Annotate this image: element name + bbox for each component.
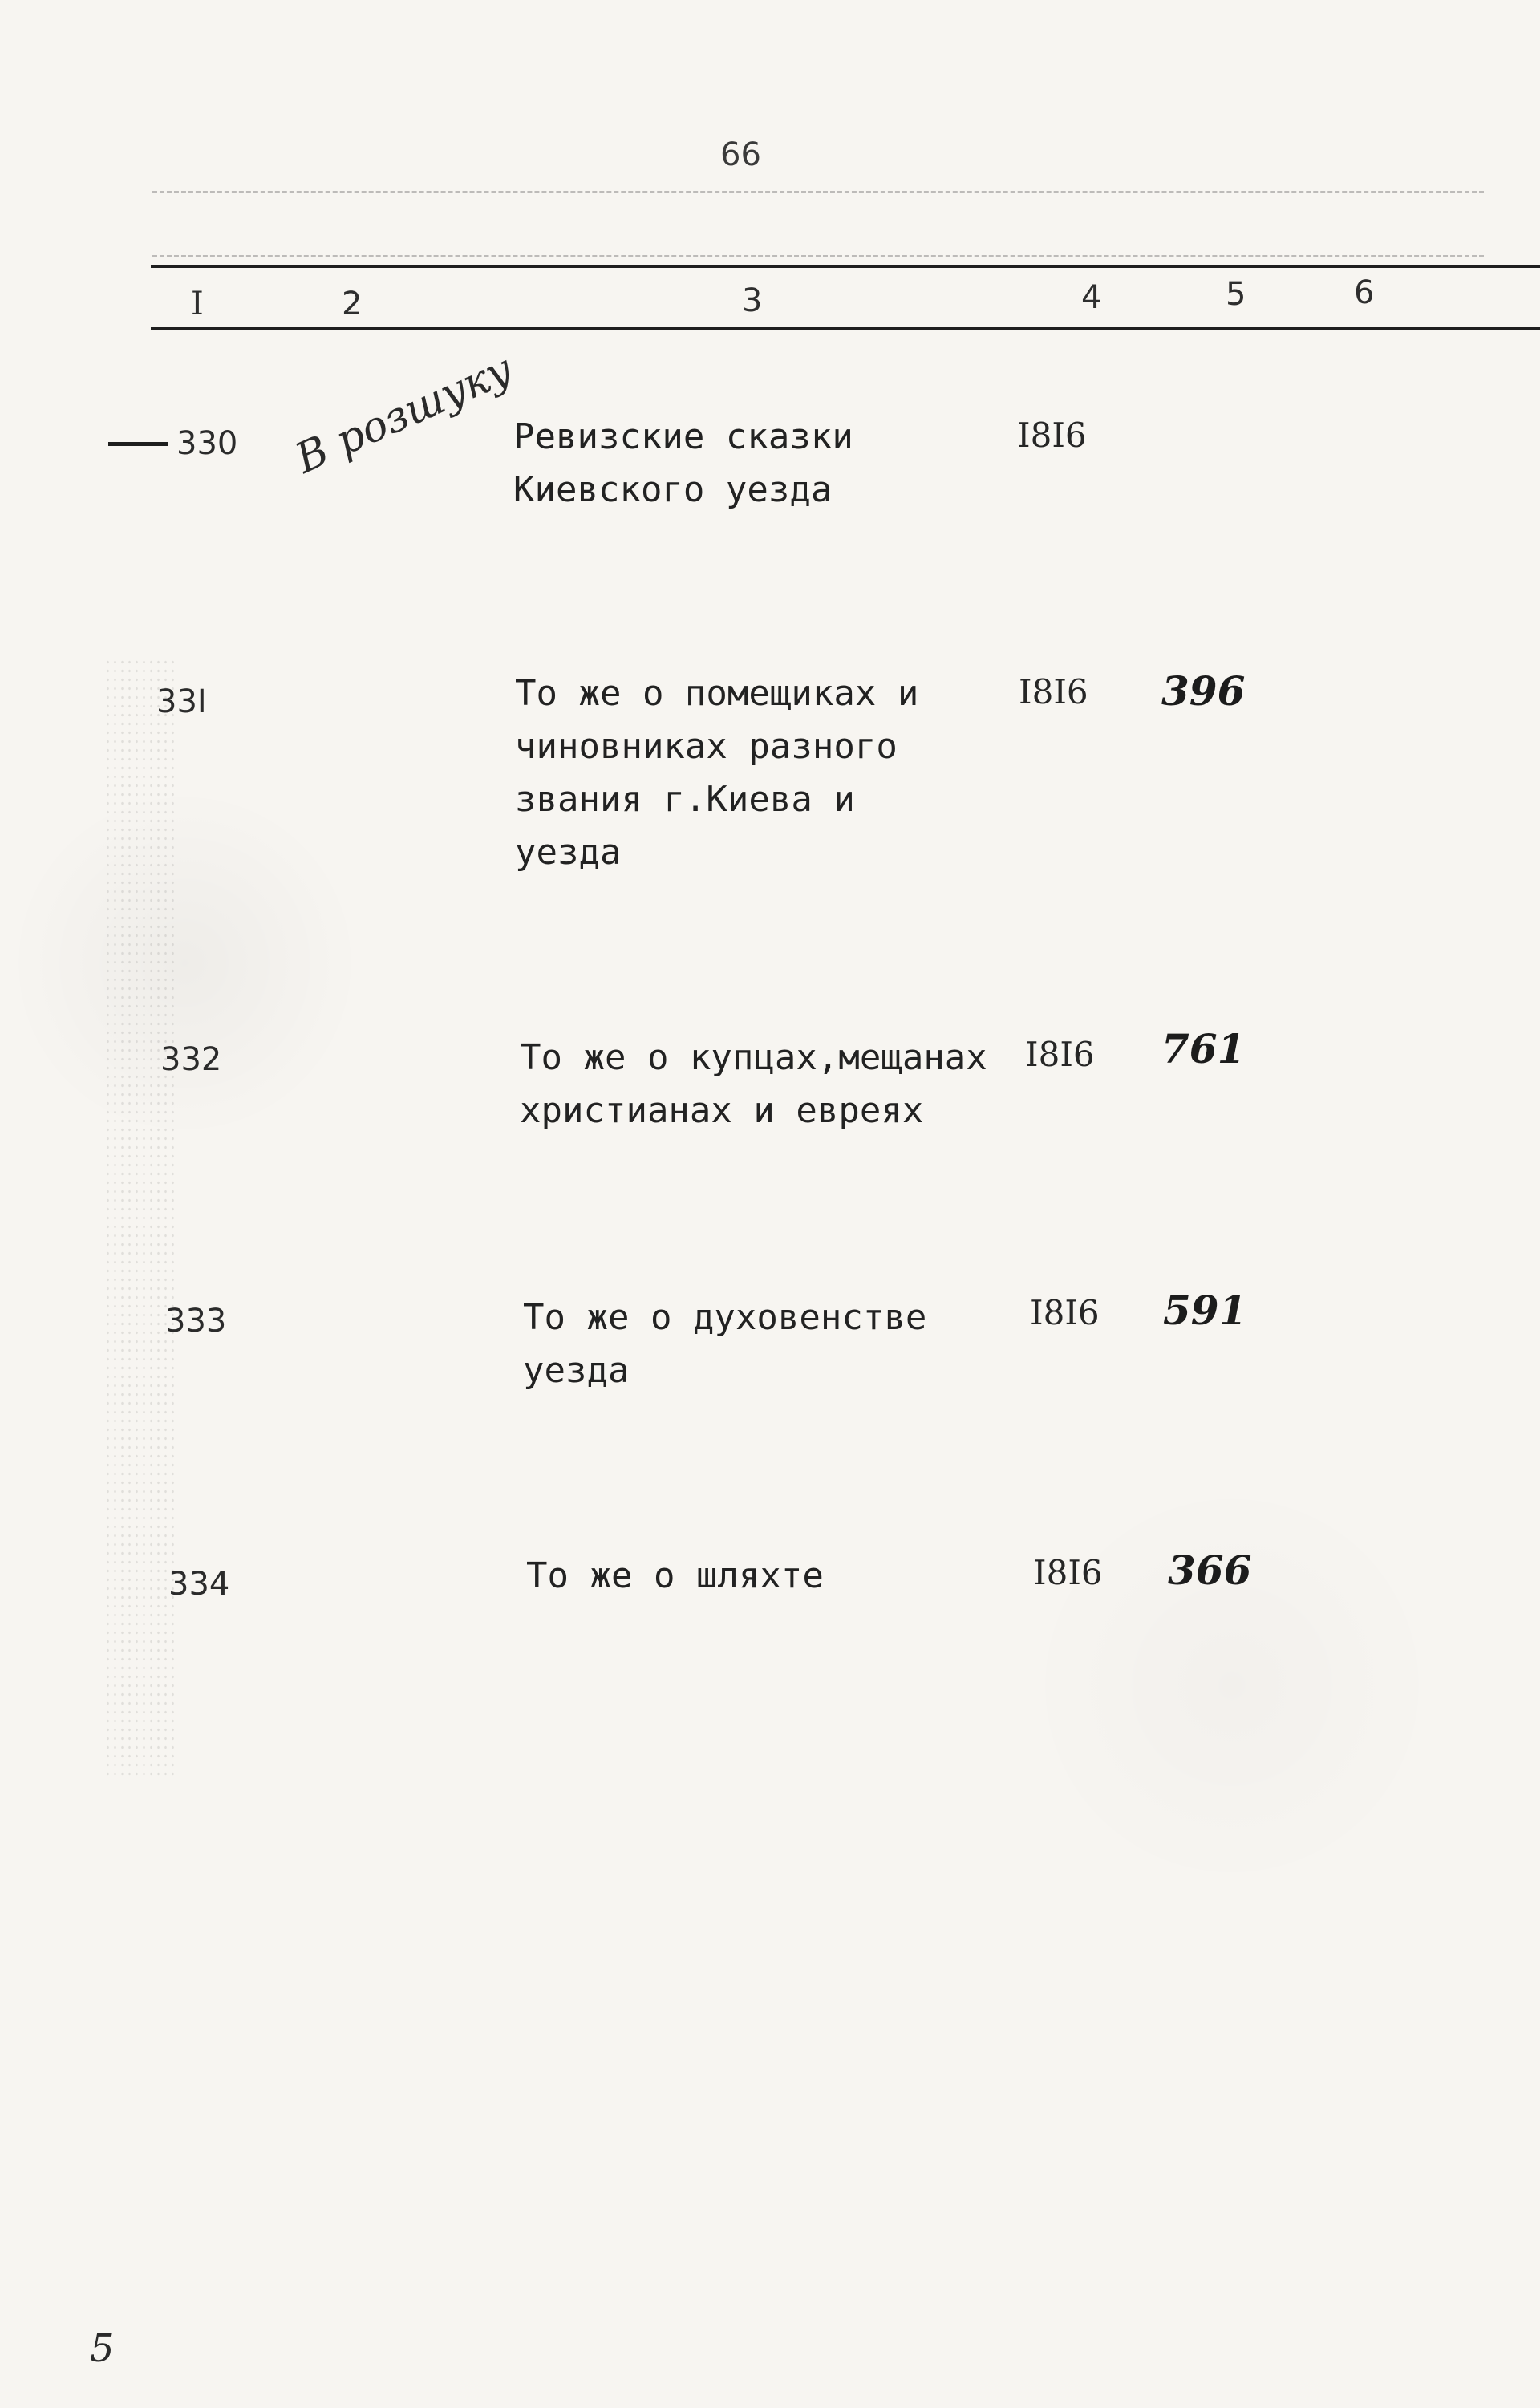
entry-year: I8I6 [1025,1035,1095,1074]
scan-speckle [104,658,176,1781]
column-header-6: 6 [1354,274,1375,311]
entry-number: 330 [176,425,238,462]
column-header-5: 5 [1226,276,1246,313]
entry-title: Ревизские сказки Киевского уезда [513,416,853,510]
entry-count: 761 [1161,1025,1246,1072]
entry-title: То же о купцах,мещанах христианах и евреях [520,1037,987,1131]
page-number: 66 [720,136,761,173]
faint-rule [152,255,1484,257]
entry-number: 332 [160,1041,222,1078]
column-header-3: 3 [742,282,763,319]
entry-count: 591 [1163,1287,1247,1334]
entry-year: I8I6 [1017,416,1087,455]
entry-number: 334 [168,1566,230,1603]
column-header-2: 2 [342,286,363,322]
faint-rule [152,191,1484,193]
header-bottom-rule [151,327,1540,330]
dash-mark [108,442,168,446]
header-top-rule [151,265,1540,268]
entry-title: То же о духовенстве уезда [523,1297,927,1391]
entry-title: То же о шляхте [526,1555,824,1596]
entry-number: 33I [156,683,207,720]
margin-note: В розшуку [288,345,520,484]
entry-year: I8I6 [1030,1293,1100,1332]
entry-number: 333 [165,1303,227,1340]
entry-count: 396 [1161,667,1246,715]
corner-mark: 5 [90,2326,115,2371]
entry-count: 366 [1168,1547,1252,1594]
column-header-4: 4 [1081,279,1102,316]
entry-title: То же о помещиках и чиновниках разного звания г.Киева и уезда [515,673,919,873]
entry-year: I8I6 [1033,1553,1103,1592]
column-header-1: I [191,286,204,322]
entry-year: I8I6 [1019,672,1088,711]
